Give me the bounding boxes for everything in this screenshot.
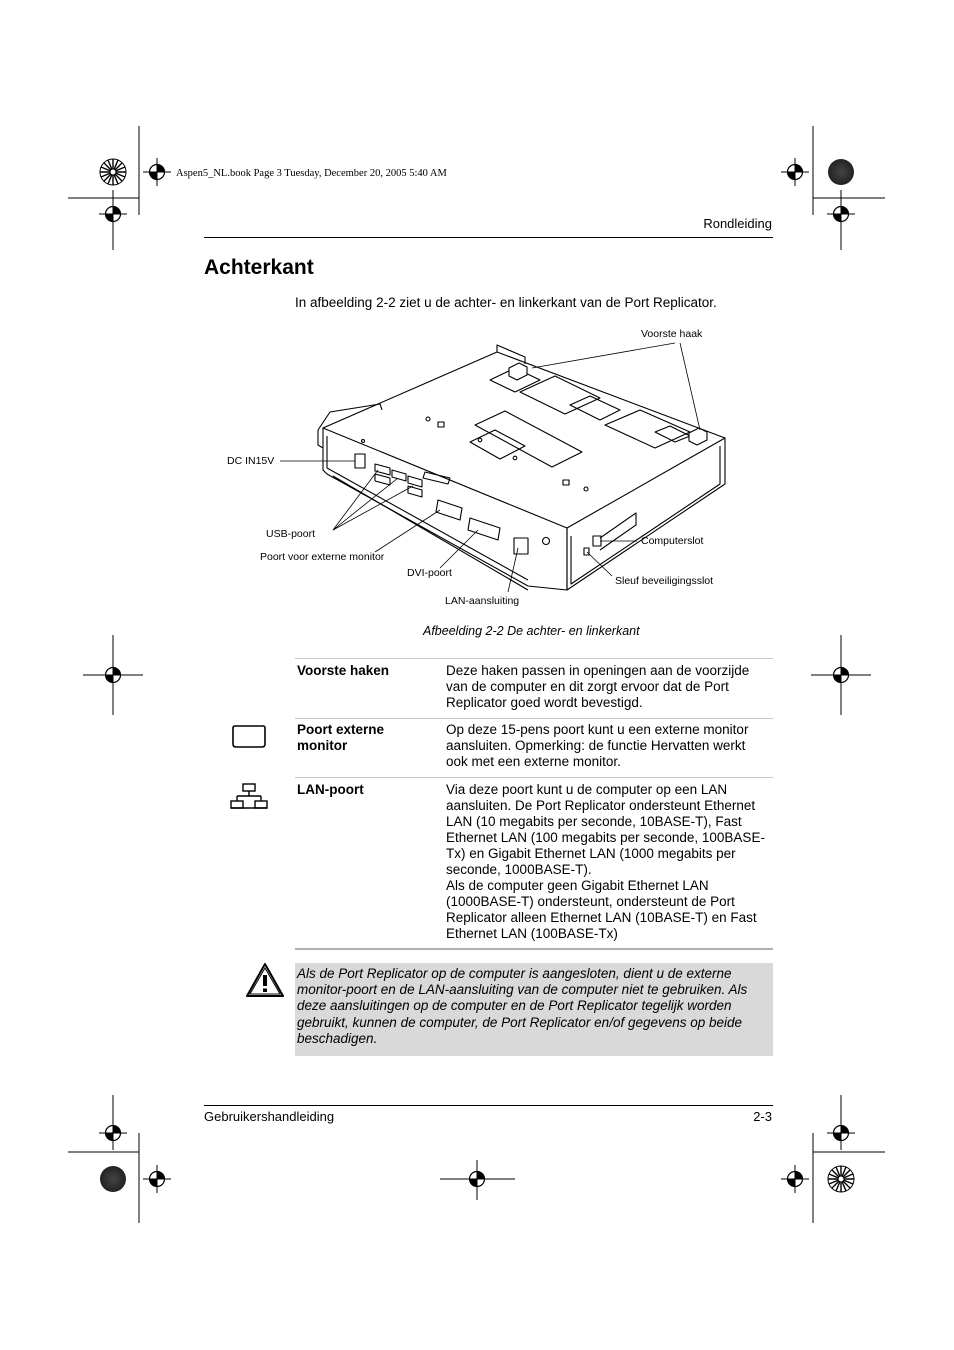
printer-slug: Aspen5_NL.book Page 3 Tuesday, December 20, 2005 5:40 AM (176, 168, 447, 179)
network-icon (229, 782, 269, 810)
table-bottom-rule (295, 948, 773, 950)
footer-rule (204, 1105, 773, 1106)
table-row-rule (295, 718, 773, 719)
table-row-label: Poort externe monitor (297, 722, 385, 753)
lan-desc-part1: Via deze poort kunt u de computer op een LAN aansluiten. De Port Replicator ondersteunt Ethernet LAN (10 megabits per seconde, 10BASE-T), Fast Ethernet LAN (100 megabits per seconde, 100BASE-Tx) en Gigabit Ethernet LAN (1000 megabits per seconde, 1000BASE-T). (446, 782, 765, 877)
warning-note (295, 963, 773, 1056)
table-top-rule (295, 658, 773, 659)
figure-caption: Afbeelding 2-2 De achter- en linkerkant (423, 624, 640, 638)
footer-manual-title: Gebruikershandleiding (204, 1109, 335, 1124)
page-title: Achterkant (204, 256, 314, 279)
intro-text: In afbeelding 2-2 ziet u de achter- en linkerkant van de Port Replicator. (295, 295, 717, 310)
warning-note-text: Als de Port Replicator op de computer is aangesloten, dient u de externe monitor-poort en de LAN-aansluiting van de computer niet te gebruiken. Als deze aansluitingen op de computer en de Port Replicator tegelijk worden gebruikt, kunnen de computer, de Port Replicator en/of gegevens op beide beschadigen. (297, 966, 748, 1046)
table-row-desc: Deze haken passen in openingen aan de voorzijde van de computer en dit zorgt ervoor dat de Port Replicator goed wordt bevestigd. (446, 663, 750, 710)
callout-security-slot: Sleuf beveiligingsslot (615, 575, 714, 587)
callout-external-monitor: Poort voor externe monitor (260, 551, 385, 563)
monitor-port-icon (231, 724, 267, 750)
warning-icon (245, 962, 285, 998)
table-row-label: LAN-poort (297, 782, 364, 797)
callout-computerslot: Computerslot (641, 535, 704, 547)
running-header: Rondleiding (703, 216, 772, 231)
table-row-label: Voorste haken (297, 663, 390, 678)
table-row-rule (295, 777, 773, 778)
table-row-desc (446, 782, 768, 942)
table-row-desc: Op deze 15-pens poort kunt u een externe monitor aansluiten. Opmerking: de functie Hervatten werkt ook met een externe monitor. (446, 722, 749, 769)
lan-desc-part2: Als de computer geen Gigabit Ethernet LAN (1000BASE-T) ondersteunt, ondersteunt de Port Replicator alleen Ethernet LAN (10BASE-T) en Fast Ethernet LAN (100BASE-Tx) (446, 878, 757, 941)
port-replicator-illustration (0, 0, 954, 660)
callout-voorste-haak: Voorste haak (641, 328, 703, 340)
page-number: 2-3 (753, 1109, 772, 1124)
callout-dc-in: DC IN15V (227, 455, 275, 467)
callout-dvi: DVI-poort (407, 567, 452, 579)
callout-usb: USB-poort (266, 528, 316, 540)
callout-lan: LAN-aansluiting (445, 595, 520, 607)
